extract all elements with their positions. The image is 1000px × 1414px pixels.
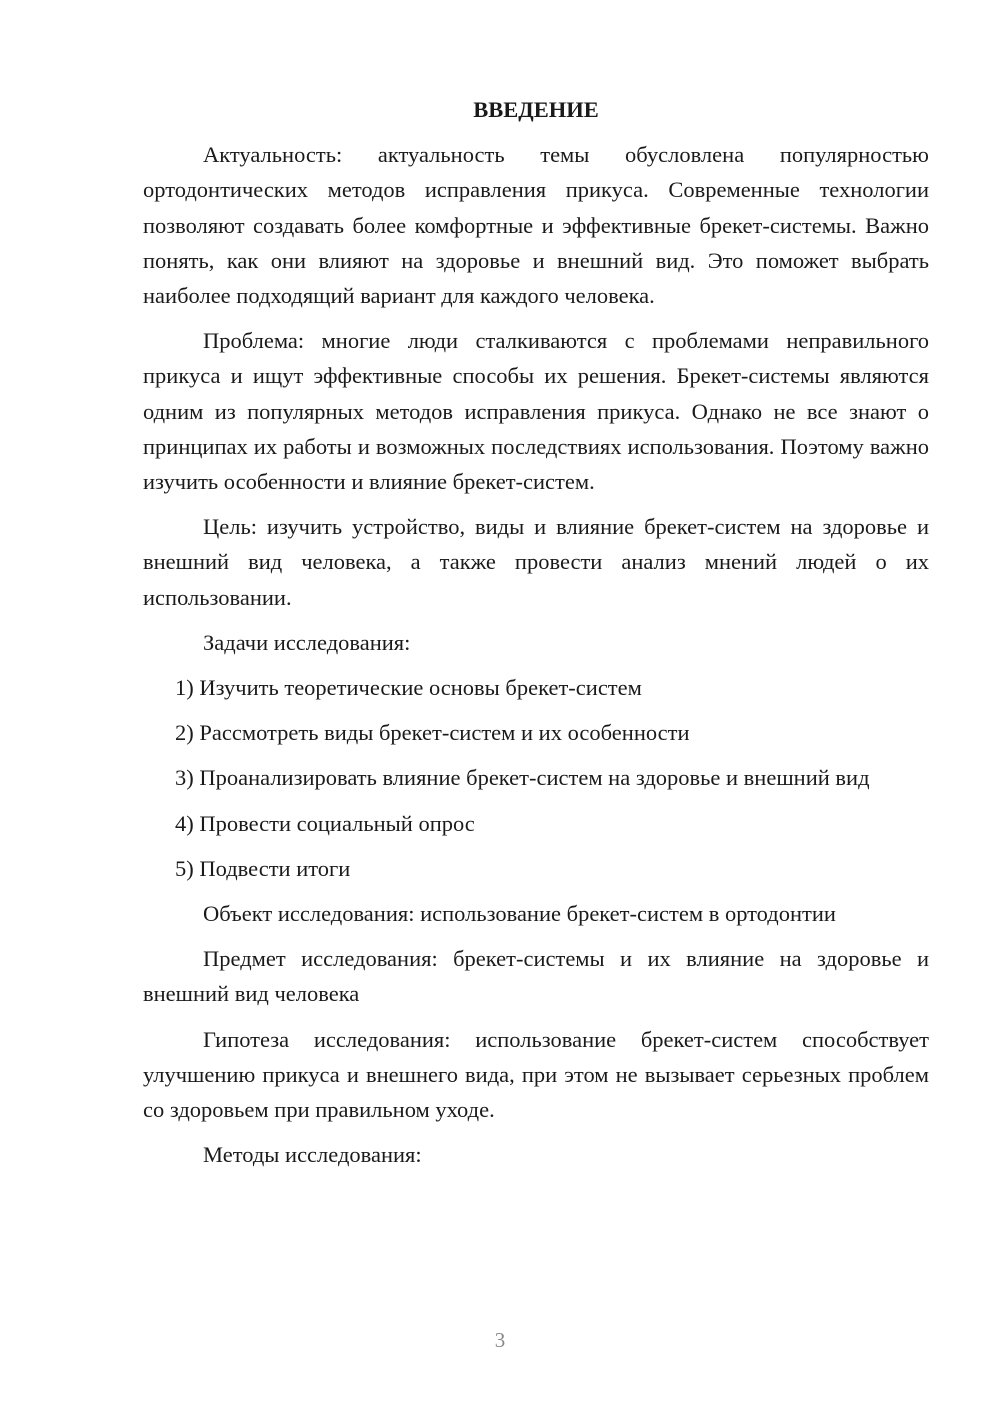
paragraph-object: Объект исследования: использование брекет-систем в ортодонтии [203,901,836,927]
methods-heading: Методы исследования: [203,1142,422,1168]
page-title: ВВЕДЕНИЕ [473,97,599,122]
list-item: 5) Подвести итоги [175,855,351,881]
paragraph-relevance: Актуальность: актуальность темы обусловлена популярностью ортодонтических методов исправления прикуса. Современные технологии позволяют создавать более комфортные и эффективные брекет-системы. Важно понять, как они влияют на здоровье и внешний вид. Это поможет выбрать наиболее подходящий вариант для каждого человека. [143,142,929,309]
tasks-list [143,670,929,886]
paragraph-goal: Цель: изучить устройство, виды и влияние брекет-систем на здоровье и внешний вид человека, а также провести анализ мнений людей о их использовании. [143,514,929,610]
paragraph-problem: Проблема: многие люди сталкиваются с проблемами неправильного прикуса и ищут эффективные способы их решения. Брекет-системы являются одним из популярных методов исправления прикуса. Однако не все знают о принципах их работы и возможных последствиях использования. Поэтому важно изучить особенности и влияние брекет-систем. [143,328,929,495]
paragraph-hypothesis: Гипотеза исследования: использование брекет-систем способствует улучшению прикуса и внешнего вида, при этом не вызывает серьезных проблем со здоровьем при правильном уходе. [143,1026,929,1123]
tasks-heading: Задачи исследования: [203,629,411,655]
paragraph-subject: Предмет исследования: брекет-системы и их влияние на здоровье и внешний вид человека [143,946,929,1007]
document-page [143,92,929,1182]
list-item: 4) Провести социальный опрос [175,810,475,836]
list-item: 2) Рассмотреть виды брекет-систем и их особенности [175,720,690,746]
page-number: 3 [494,1328,506,1352]
list-item: 3) Проанализировать влияние брекет-систем на здоровье и внешний вид [175,765,870,791]
list-item: 1) Изучить теоретические основы брекет-систем [175,675,642,701]
